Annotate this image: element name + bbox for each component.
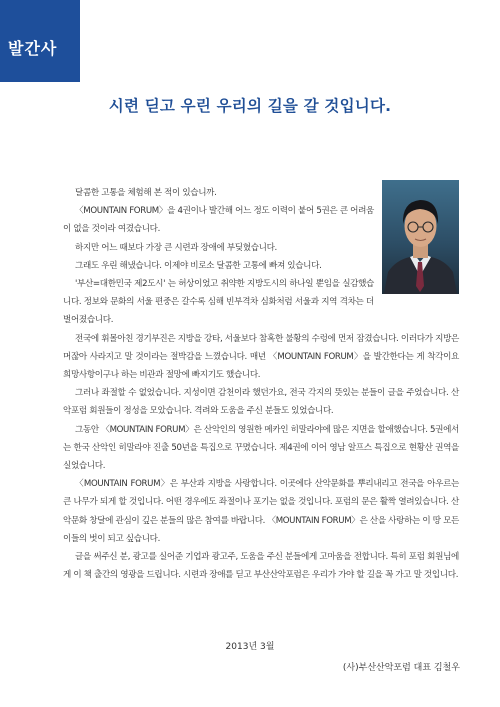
paragraph: 〈MOUNTAIN FORUM〉은 부산과 지방을 사랑합니다. 이곳에다 산악문화를 뿌리내리고 전국을 아우르는 큰 나무가 되게 할 것입니다. 어떤 경우에도 좌절이나 포기는 없을 것입니다. 포럼의 문은 활짝 열려있습니다. 산악문화 창달에 관심이 깊은 분들의 많은 참여를 바랍니다. 〈MOUNTAIN FORUM〉은 산을 사랑하는 이 땅 모든 이들의 벗이 되고 싶습니다. [63,479,459,544]
paragraph: '부산=대한민국 제2도시' 는 허상이었고 취약한 지방도시의 하나일 뿐임을 실감했습니다. 정보와 문화의 서울 편중은 갈수록 심해 빈부격차 심화처럼 서울과 지역 격차는 더 벌어졌습니다. [63,279,374,326]
section-label: 발간사 [8,39,58,58]
paragraph: 글을 써주신 분, 광고를 실어준 기업과 광고주, 도움을 주신 분들에게 고마움을 전합니다. 특히 포럼 회원님에게 이 책 출간의 영광을 드립니다. 시련과 장애를 딛고 부산산악포럼은 우리가 가야 할 길을 꼭 가고 말 것입니다. [63,552,459,581]
page-title: 시련 딛고 우린 우리의 길을 갈 것입니다. [108,97,392,115]
author-portrait [382,180,459,294]
paragraph: 그러나 좌절할 수 없었습니다. 지성이면 감천이라 했던가요, 전국 각지의 뜻있는 분들이 글을 주었습니다. 산악포럼 회원들이 정성을 모았습니다. 격려와 도움을 주신 분들도 있었습니다. [63,388,459,417]
paragraph: 하지만 어느 때보다 가장 큰 시련과 장애에 부딪혔습니다. [75,242,277,253]
paragraph: 달콤한 고통을 체험해 본 적이 있습니까. [75,188,217,198]
author-signature: (사)부산산악포럼 대표 김철우 [342,663,460,673]
paragraph: 전국에 휘몰아친 경기부진은 지방을 강타, 서울보다 참혹한 불황의 수렁에 먼저 잠겼습니다. 이러다가 지방은 머잖아 사라지고 말 것이라는 절박감을 느꼈습니다. 매년 〈MOUNTAIN FORUM〉을 발간한다는 게 착각이요 희망사항이구나 하는 비관과 절망에 빠지기도 했습니다. [63,333,459,381]
publication-date: 2013년 3월 [225,642,275,652]
portrait-illustration [382,180,459,294]
paragraph: 〈MOUNTAIN FORUM〉을 4권이나 발간해 어느 정도 이력이 붙어 5권은 큰 어려움이 없을 것이라 여겼습니다. [63,206,374,235]
paragraph: 그동안 〈MOUNTAIN FORUM〉은 산악인의 영원한 메카인 히말라야에 많은 지면을 할애했습니다. 5권에서는 한국 산악인 히말라야 진출 50년을 특집으로 꾸몄습니다. 제4권에 이어 영남 알프스 특집으로 현황산 권역을 실었습니다. [63,424,459,472]
body-text [63,184,459,584]
section-tab [0,0,80,82]
paragraph: 그래도 우린 해냈습니다. 이제야 비로소 달콤한 고통에 빠져 있습니다. [75,260,322,271]
